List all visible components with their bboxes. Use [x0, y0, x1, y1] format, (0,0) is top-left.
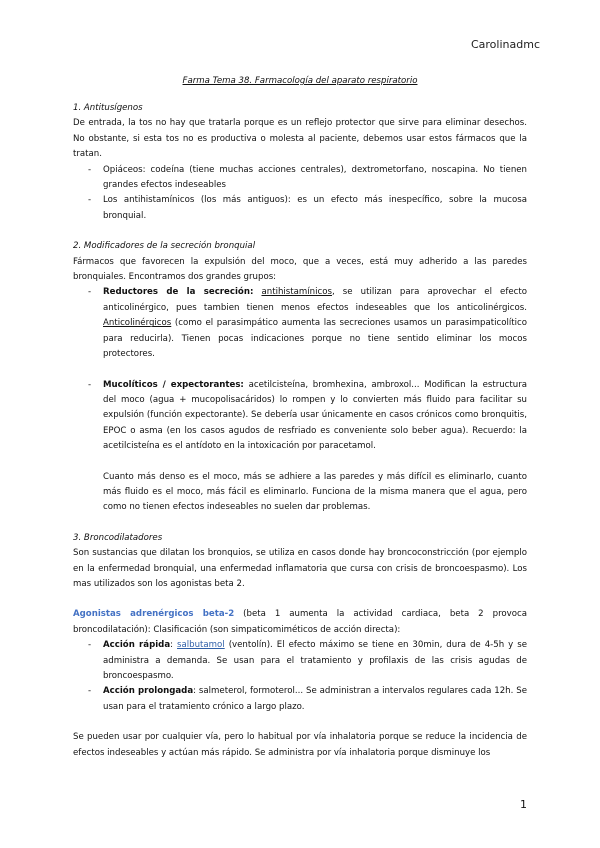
list-item: - Reductores de la secreción: antihistamínicos, se utilizan para aprovechar el efecto anticolinérgico, pues tambien tienen menos efectos indeseables que los anticolinérgicos. Anticolinérgicos (como el parasimpático aumenta las secreciones usamos un parasimpaticolítico para reducirla). Tienen pocas indicaciones porque no tiene sentido eliminar los mocos protectores.	[88, 287, 528, 360]
beta2-label: Agonistas adrenérgicos beta-2	[73, 609, 235, 620]
section-1-heading: 1. Antitusígenos	[73, 103, 143, 113]
document-title: Farma Tema 38. Farmacología del aparato respiratorio	[182, 76, 418, 86]
antihistaminicos-link[interactable]: antihistamínicos	[261, 287, 332, 298]
list-item: - Acción prolongada: salmeterol, formoterol... Se administran a intervalos regulares cada 12h. Se usan para el tratamiento crónico a largo plazo.	[88, 686, 527, 712]
closing-paragraph: Se pueden usar por cualquier vía, pero lo habitual por vía inhalatoria porque se reduce la incidencia de efectos indeseables y actúan más rápido. Se administra por vía inhalatoria porque disminuye los	[73, 732, 527, 758]
section-1-list	[73, 163, 527, 225]
section-1-intro: De entrada, la tos no hay que tratarla porque es un reflejo protector que sirve para eliminar desechos. No obstante, si esta tos no es productiva o molesta al paciente, debemos usar estos fármacos que la tratan.	[73, 118, 527, 160]
section-2-heading: 2. Modificadores de la secreción bronquial	[73, 241, 256, 252]
list-item: - Opiáceos: codeína (tiene muchas acciones centrales), dextrometorfano, noscapina. No tienen grandes efectos indeseables	[88, 164, 527, 191]
mucoliticos-label: Mucolíticos / expectorantes:	[103, 379, 244, 390]
anticolinergicos-term: Anticolinérgicos	[103, 318, 172, 329]
list-item: - Acción rápida: salbutamol (ventolín). El efecto máximo se tiene en 30min, dura de 4-5h y se administra a demanda. Se usan para el tratamiento y profilaxis de las crisis agudas de broncoespasmo.	[88, 640, 527, 681]
reductores-label: Reductores de la secreción:	[103, 287, 254, 298]
section-3-list	[73, 638, 527, 715]
list-item: - Mucolíticos / expectorantes: acetilcisteína, bromhexina, ambroxol... Modifican la estructura del moco (agua + mucopolisacáridos) lo rompen y lo convierten más fluido para facilitar su expulsión (función expectorante). Se debería usar únicamente en casos crónicos como bronquitis, EPOC o asma (en los casos agudos de resfriado es conveniente solo beber agua). Recuerdo: la acetilcisteína es el antídoto en la intoxicación por paracetamol.	[88, 379, 528, 452]
beta2-paragraph: Agonistas adrenérgicos beta-2 (beta 1 aumenta la actividad cardiaca, beta 2 provoca broncodilatación): Clasificación (son simpaticomiméticos de acción directa):	[73, 609, 528, 635]
author-name: Carolinadmc	[470, 38, 540, 51]
section-2-list	[73, 285, 527, 454]
section-3-intro: Son sustancias que dilatan los bronquios, se utiliza en casos donde hay broncoconstricción (por ejemplo en la enfermedad bronquial, una enfermedad inflamatoria que cursa con crisis de broncoespasmo). Los mas utilizados son los agonistas beta 2.	[73, 548, 527, 589]
page-number: 1	[520, 798, 527, 811]
section-2-paragraph: Cuanto más denso es el moco, más se adhiere a las paredes y más difícil es eliminarlo, cuanto más fluido es el moco, más fácil es eliminarlo. Funciona de la misma manera que el agua, pero como no tienen efectos indeseables no suelen dar problemas.	[103, 471, 527, 513]
section-3-heading: 3. Broncodilatadores	[73, 532, 163, 543]
salbutamol-link[interactable]: salbutamol	[177, 640, 225, 651]
document-body	[73, 101, 527, 761]
section-2-intro: Fármacos que favorecen la expulsión del moco, que a veces, está muy adherido a las paredes bronquiales. Encontramos dos grandes grupos:	[73, 256, 527, 283]
list-item: - Los antihistamínicos (los más antiguos): es un efecto más inespecífico, sobre la mucosa bronquial.	[88, 195, 527, 221]
